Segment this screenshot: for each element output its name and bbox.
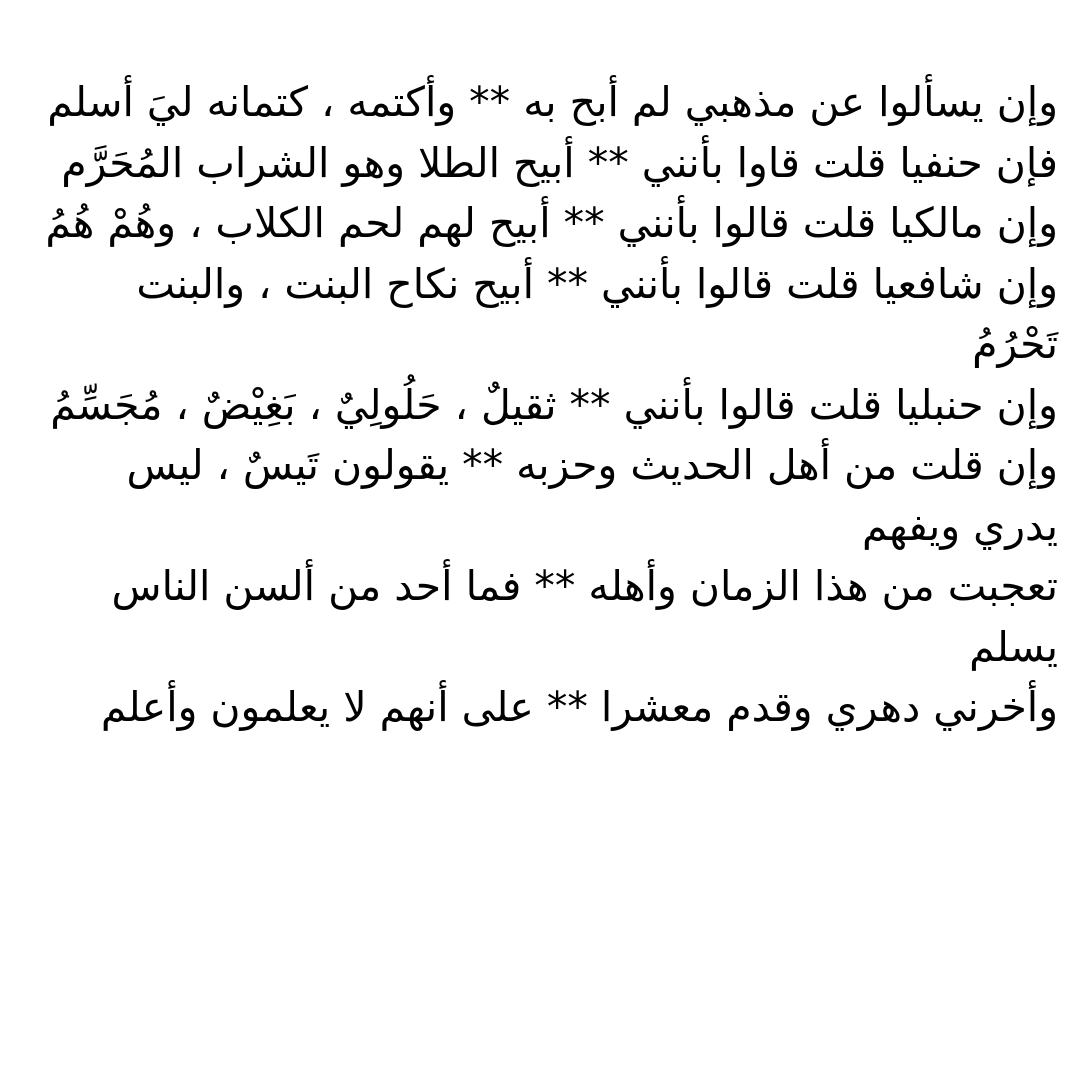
verse-1: وإن يسألوا عن مذهبي لم أبح به ** وأكتمه ، كتمانه ليَ أسلم bbox=[47, 78, 1058, 126]
verse-2: فإن حنفيا قلت قاوا بأنني ** أبيح الطلا وهو الشراب المُحَرَّم bbox=[61, 138, 1058, 187]
verse-5: وإن حنبليا قلت قالوا بأنني ** ثقيلٌ ، حَلُولِيٌ ، بَغِيْضٌ ، مُجَسِّمُ bbox=[50, 380, 1058, 429]
verse-6: وإن قلت من أهل الحديث وحزبه ** يقولون تَيسٌ ، ليس يدري ويفهم bbox=[126, 441, 1058, 550]
poem-text bbox=[40, 72, 1058, 738]
verse-7: تعجبت من هذا الزمان وأهله ** فما أحد من ألسن الناس يسلم bbox=[111, 562, 1058, 671]
verse-4: وإن شافعيا قلت قالوا بأنني ** أبيح نكاح البنت ، والبنت تَحْرُمُ bbox=[136, 259, 1058, 368]
verse-8: وأخرني دهري وقدم معشرا ** على أنهم لا يعلمون وأعلم bbox=[100, 683, 1058, 731]
verse-3: وإن مالكيا قلت قالوا بأنني ** أبيح لهم لحم الكلاب ، وهُمْ هُمُ bbox=[45, 199, 1058, 247]
